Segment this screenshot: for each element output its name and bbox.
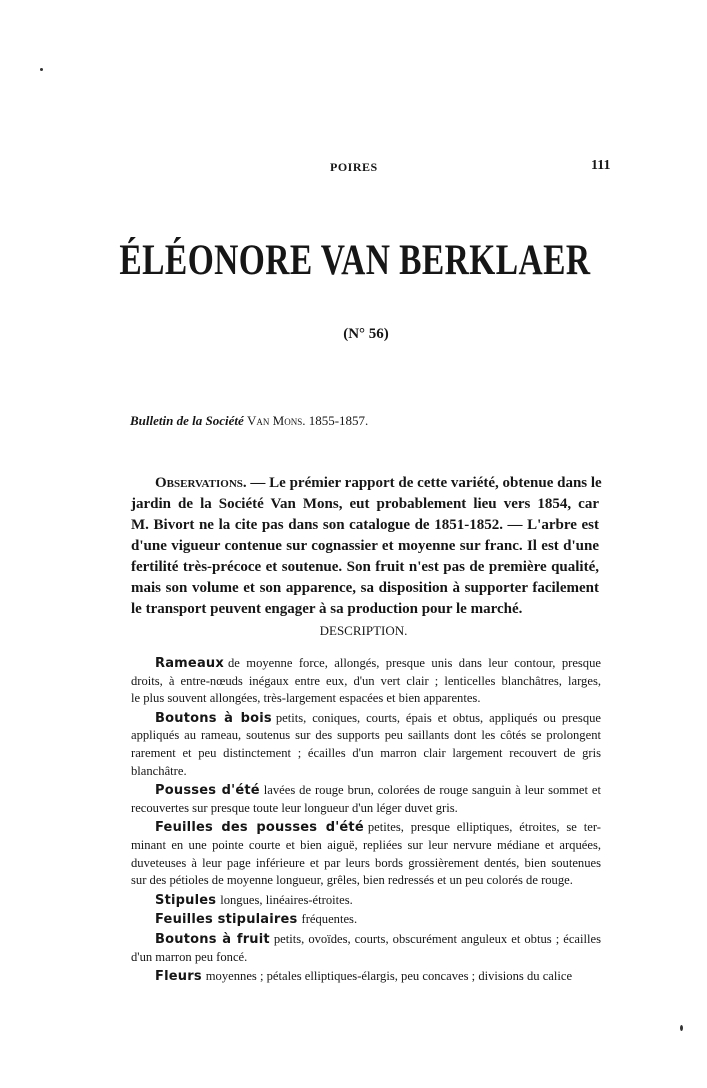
description-line: [131, 819, 601, 837]
variety-number: (N° 56): [343, 326, 389, 342]
description-line: [131, 968, 601, 986]
description-paragraph: [131, 892, 601, 910]
line-text: mais son volume et son apparence, sa disposition à supporter facilement: [131, 580, 599, 596]
paragraph-lead: Pousses d'été: [155, 783, 260, 799]
description-line: [131, 727, 601, 745]
line-text: minant en une pointe courte et bien aiguë, repliées sur leur nervure médiane et arquées,: [131, 837, 601, 852]
source-italic: Bulletin de la Société: [130, 413, 244, 428]
line-text: jardin de la Société Van Mons, eut probablement lieu vers 1854, car: [131, 496, 599, 512]
description-line: [131, 782, 601, 800]
observations-line: [131, 557, 599, 578]
line-text: duveteuses à leur page inférieure et par leurs bords grossièrement dentés, bien soutenues: [131, 855, 601, 870]
description-line: [131, 892, 601, 910]
description-paragraph: [131, 968, 601, 986]
page-title: ÉLÉONORE VAN BERKLAER: [119, 237, 591, 284]
line-text: le plus souvent allongées, très-largement espacées et bien apparentes.: [131, 691, 481, 706]
observations-line: [131, 473, 602, 494]
description-line: [131, 690, 601, 708]
line-text: recouvertes sur presque toute leur longueur d'un léger duvet gris.: [131, 800, 458, 815]
line-text: d'un marron peu foncé.: [131, 949, 248, 964]
paragraph-lead: Boutons à fruit: [155, 931, 270, 947]
description-paragraph: [131, 819, 601, 889]
observations-line: [131, 599, 599, 620]
line-text: rarement et peu distinctement ; écailles d'un marron clair largement recouvert de gris: [131, 745, 601, 760]
description-paragraph: [131, 710, 601, 780]
line-text: d'une vigueur contenue sur cognassier et moyenne sur franc. Il est d'une: [131, 538, 599, 554]
paragraph-lead: Boutons à bois: [155, 710, 272, 726]
line-text: fréquentes.: [301, 912, 358, 927]
scan-speck: [680, 1025, 683, 1031]
description-line: [131, 949, 601, 967]
description-line: [131, 763, 601, 781]
description-line: [131, 710, 601, 728]
description-line: [131, 855, 601, 873]
paragraph-lead: Feuilles stipulaires: [155, 912, 298, 928]
description-line: [131, 655, 601, 673]
description-heading: DESCRIPTION.: [319, 623, 408, 638]
description-line: [131, 837, 601, 855]
description-paragraph: [131, 911, 601, 929]
line-text: lavées de rouge brun, colorées de rouge sanguin à leur sommet et: [263, 783, 601, 798]
line-text: appliqués au rameau, soutenus sur des supports peu saillants dont les côtés se prolongent: [131, 728, 601, 743]
line-text: de moyenne force, allongés, presque unis dans leur contour, presque: [227, 656, 601, 670]
paragraph-lead: Feuilles des pousses d'été: [155, 820, 364, 836]
line-text: M. Bivort ne la cite pas dans son catalogue de 1851-1852. — L'arbre est: [131, 517, 599, 533]
observations-line: [131, 578, 599, 599]
observations-line: [131, 536, 599, 557]
description-paragraph: [131, 931, 601, 966]
description-line: [131, 673, 601, 691]
line-text: sur des pétioles de moyenne longueur, grêles, bien redressés et un peu colorés de rouge.: [131, 873, 573, 888]
line-text: petites, presque elliptiques, étroites, se ter-: [367, 820, 601, 835]
line-text: fertilité très-précoce et soutenue. Son fruit n'est pas de première qualité,: [131, 559, 599, 575]
line-text: petits, coniques, courts, épais et obtus, appliqués ou presque: [275, 710, 601, 725]
description-line: [131, 872, 601, 890]
source-citation: [130, 413, 368, 429]
description-section: [131, 655, 601, 988]
description-line: [131, 931, 601, 949]
paragraph-lead: Fleurs: [155, 969, 202, 985]
running-head: POIRES: [330, 160, 378, 174]
line-text: moyennes ; pétales elliptiques-élargis, peu concaves ; divisions du calice: [205, 969, 573, 984]
line-text: le transport peuvent engager à sa production pour le marché.: [131, 601, 523, 617]
line-text: droits, à entre-nœuds inégaux entre eux, d'un vert clair ; lenticelles blanchâtres, larges,: [131, 673, 601, 688]
description-line: [131, 911, 601, 929]
source-name: Van Mons: [247, 413, 303, 428]
description-paragraph: [131, 655, 601, 708]
line-text: — Le prémier rapport de cette variété, obtenue dans le: [246, 475, 602, 491]
observations-label: Observations.: [155, 475, 247, 491]
source-years: . 1855-1857.: [302, 413, 369, 428]
observations-paragraph: [131, 473, 602, 620]
line-text: longues, linéaires-étroites.: [220, 892, 353, 907]
paragraph-lead: Stipules: [155, 892, 217, 908]
line-text: petits, ovoïdes, courts, obscurément anguleux et obtus ; écailles: [273, 931, 601, 946]
observations-line: [131, 515, 599, 536]
scan-speck: [40, 68, 43, 71]
observations-line: [131, 494, 599, 515]
description-line: [131, 745, 601, 763]
description-line: [131, 800, 601, 818]
line-text: blanchâtre.: [131, 763, 187, 778]
paragraph-lead: Rameaux: [155, 656, 224, 671]
description-paragraph: [131, 782, 601, 817]
page-number: 111: [591, 158, 611, 173]
